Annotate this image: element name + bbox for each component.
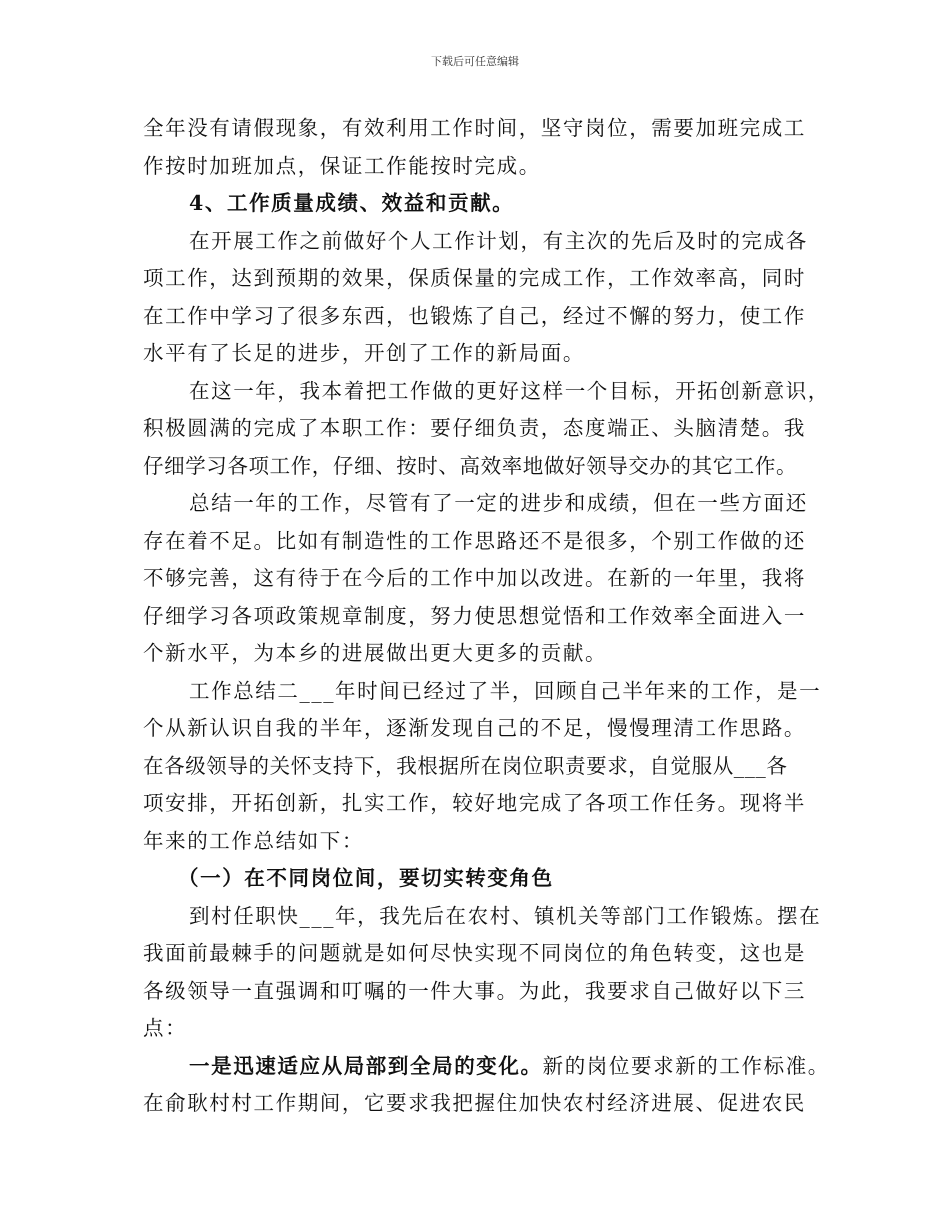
text-span: 新的岗位要求新的工作标准。 bbox=[542, 1054, 830, 1078]
text-line: 积极圆满的完成了本职工作：要仔细负责，态度端正、头脑清楚。我 bbox=[143, 416, 806, 440]
text-line: 作按时加班加点，保证工作能按时完成。 bbox=[143, 154, 541, 178]
text-line: 仔细学习各项政策规章制度，努力使思想觉悟和工作效率全面进入一 bbox=[143, 604, 806, 628]
text-line: 在开展工作之前做好个人工作计划，有主次的先后及时的完成各 bbox=[189, 229, 808, 253]
text-line: 在工作中学习了很多东西，也锻炼了自己，经过不懈的努力，使工作 bbox=[143, 304, 806, 328]
section-heading: （一）在不同岗位间，要切实转变角色 bbox=[178, 866, 554, 890]
text-line: 在各级领导的关怀支持下，我根据所在岗位职责要求，自觉服从___各 bbox=[143, 754, 788, 778]
text-line: 各级领导一直强调和叮嘱的一件大事。为此，我要求自己做好以下三 bbox=[143, 979, 806, 1003]
text-line-mixed bbox=[189, 1051, 950, 1081]
text-line: 项安排，开拓创新，扎实工作，较好地完成了各项工作任务。现将半 bbox=[143, 791, 806, 815]
text-line: 年来的工作总结如下： bbox=[143, 829, 364, 853]
bold-lead-phrase: 一是迅速适应从局部到全局的变化。 bbox=[189, 1054, 543, 1078]
text-line: 到村任职快___年，我先后在农村、镇机关等部门工作锻炼。摆在 bbox=[189, 904, 822, 928]
text-line: 工作总结二___年时间已经过了半，回顾自己半年来的工作，是一 bbox=[189, 679, 822, 703]
text-line: 不够完善，这有待于在今后的工作中加以改进。在新的一年里，我将 bbox=[143, 566, 806, 590]
text-line: 个从新认识自我的半年，逐渐发现自己的不足，慢慢理清工作思路。 bbox=[143, 716, 806, 740]
text-line: 点： bbox=[143, 1016, 188, 1040]
page-header: 下载后可任意编辑 bbox=[431, 55, 519, 68]
text-line: 仔细学习各项工作，仔细、按时、高效率地做好领导交办的其它工作。 bbox=[143, 454, 798, 478]
text-line: 水平有了长足的进步，开创了工作的新局面。 bbox=[143, 341, 585, 365]
text-line: 我面前最棘手的问题就是如何尽快实现不同岗位的角色转变，这也是 bbox=[143, 941, 806, 965]
text-line: 总结一年的工作，尽管有了一定的进步和成绩，但在一些方面还 bbox=[189, 491, 808, 515]
text-line: 个新水平，为本乡的进展做出更大更多的贡献。 bbox=[143, 641, 608, 665]
text-line: 全年没有请假现象，有效利用工作时间，坚守岗位，需要加班完成工 bbox=[143, 116, 806, 140]
text-line: 在俞耿村村工作期间，它要求我把握住加快农村经济进展、促进农民 bbox=[143, 1091, 806, 1115]
text-line: 存在着不足。比如有制造性的工作思路还不是很多，个别工作做的还 bbox=[143, 529, 806, 553]
text-line: 项工作，达到预期的效果，保质保量的完成工作，工作效率高，同时 bbox=[143, 266, 806, 290]
text-line: 在这一年，我本着把工作做的更好这样一个目标，开拓创新意识， bbox=[189, 379, 830, 403]
section-heading: 4、工作质量成绩、效益和贡献。 bbox=[189, 191, 515, 215]
